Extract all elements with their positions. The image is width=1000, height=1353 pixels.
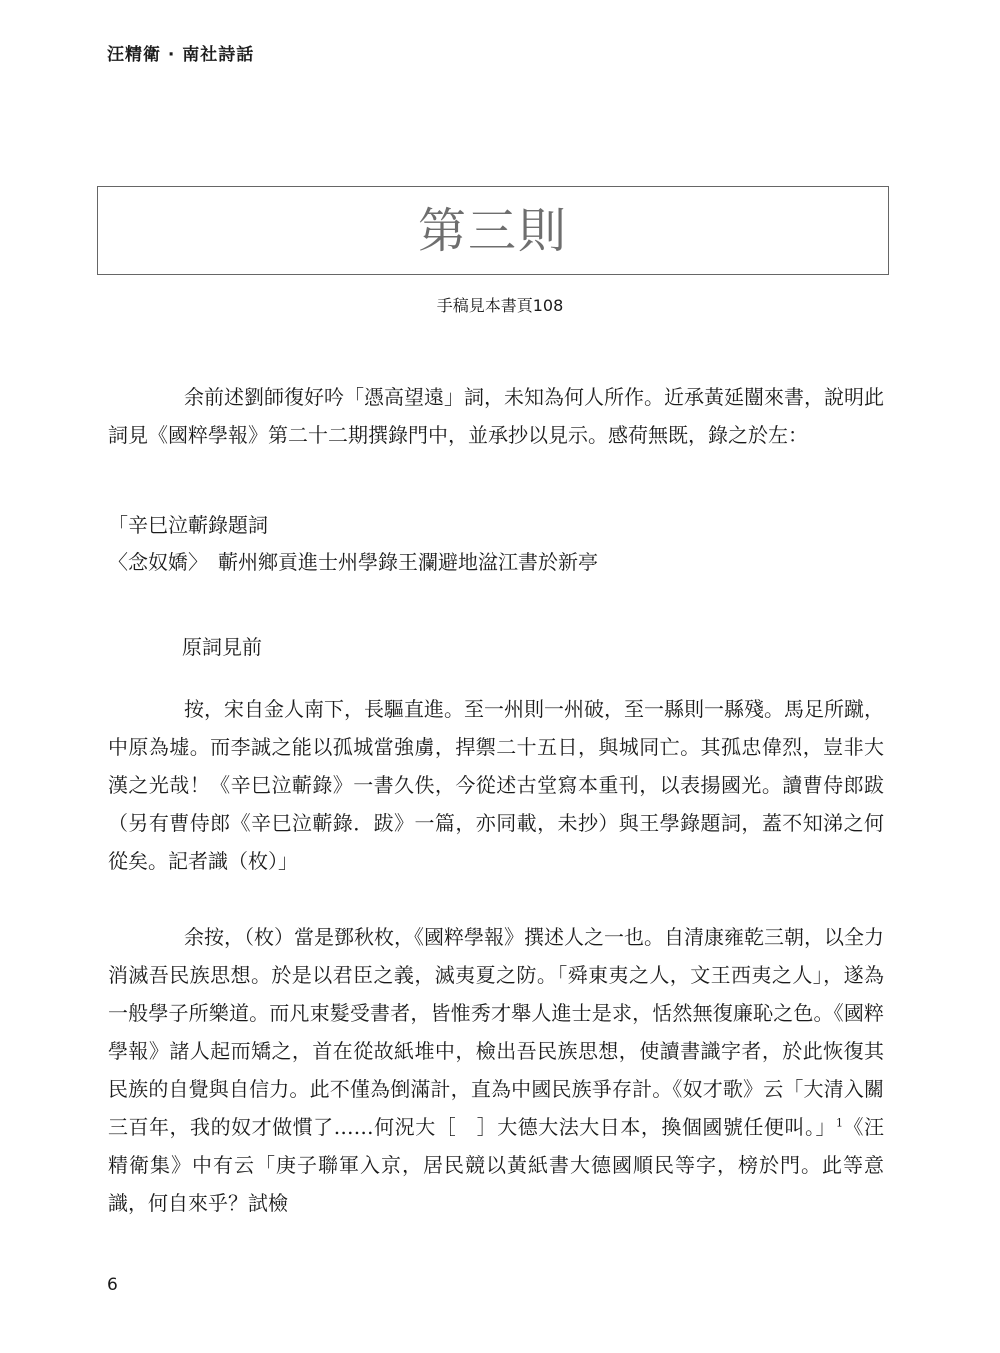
footnote-marker[interactable]: 1 — [835, 1116, 843, 1130]
paragraph-author-note — [108, 918, 884, 1222]
page-number: 6 — [107, 1275, 118, 1295]
quote-subtitle: 〈念奴嬌〉 蘄州鄉貢進士州學錄王瀾避地湓江書於新亭 — [108, 550, 598, 574]
manuscript-reference: 手稿見本書頁108 — [436, 296, 564, 315]
paragraph-author-note-part2: 《汪精衛集》中有云「庚子聯軍入京，居民競以黃紙書大德國順民等字，榜於門。此等意識，何自來乎？試檢 — [108, 1115, 885, 1215]
paragraph-intro: 余前述劉師復好吟「憑高望遠」詞，未知為何人所作。近承黃延闓來書，說明此詞見《國粹學報》第二十二期撰錄門中，並承抄以見示。感荷無既，錄之於左： — [108, 385, 884, 447]
chapter-title: 第三則 — [417, 203, 568, 259]
chapter-title-box — [97, 186, 889, 275]
quote-title: 「辛巳泣蘄錄題詞 — [108, 513, 268, 537]
original-lyric-note: 原詞見前 — [182, 635, 262, 659]
running-header: 汪精衛 · 南社詩話 — [107, 45, 255, 65]
paragraph-author-note-part1: 余按，（枚）當是鄧秋枚，《國粹學報》撰述人之一也。自清康雍乾三朝，以全力消滅吾民族思想。於是以君臣之義，滅夷夏之防。「舜東夷之人，文王西夷之人」，遂為一般學子所樂道。而凡束髮受書者，皆惟秀才舉人進士是求，恬然無復廉恥之色。《國粹學報》諸人起而矯之，首在從故紙堆中，檢出吾民族思想，使讀書識字者，於此恢復其民族的自覺與自信力。此不僅為倒滿計，直為中國民族爭存計。《奴才歌》云「大清入關三百年，我的奴才做慣了……何況大［ ］大德大法大日本，換個國號任便叫。」 — [108, 925, 884, 1139]
paragraph-commentary: 按，宋自金人南下，長驅直進。至一州則一州破，至一縣則一縣殘。馬足所蹴，中原為墟。而李誠之能以孤城當強虜，捍禦二十五日，與城同亡。其孤忠偉烈，豈非大漢之光哉！《辛巳泣蘄錄》一書久佚，今從述古堂寫本重刊，以表揚國光。讀曹侍郎跋（另有曹侍郎《辛巳泣蘄錄．跋》一篇，亦同載，未抄）與王學錄題詞，蓋不知涕之何從矣。記者識（枚）」 — [108, 697, 884, 873]
